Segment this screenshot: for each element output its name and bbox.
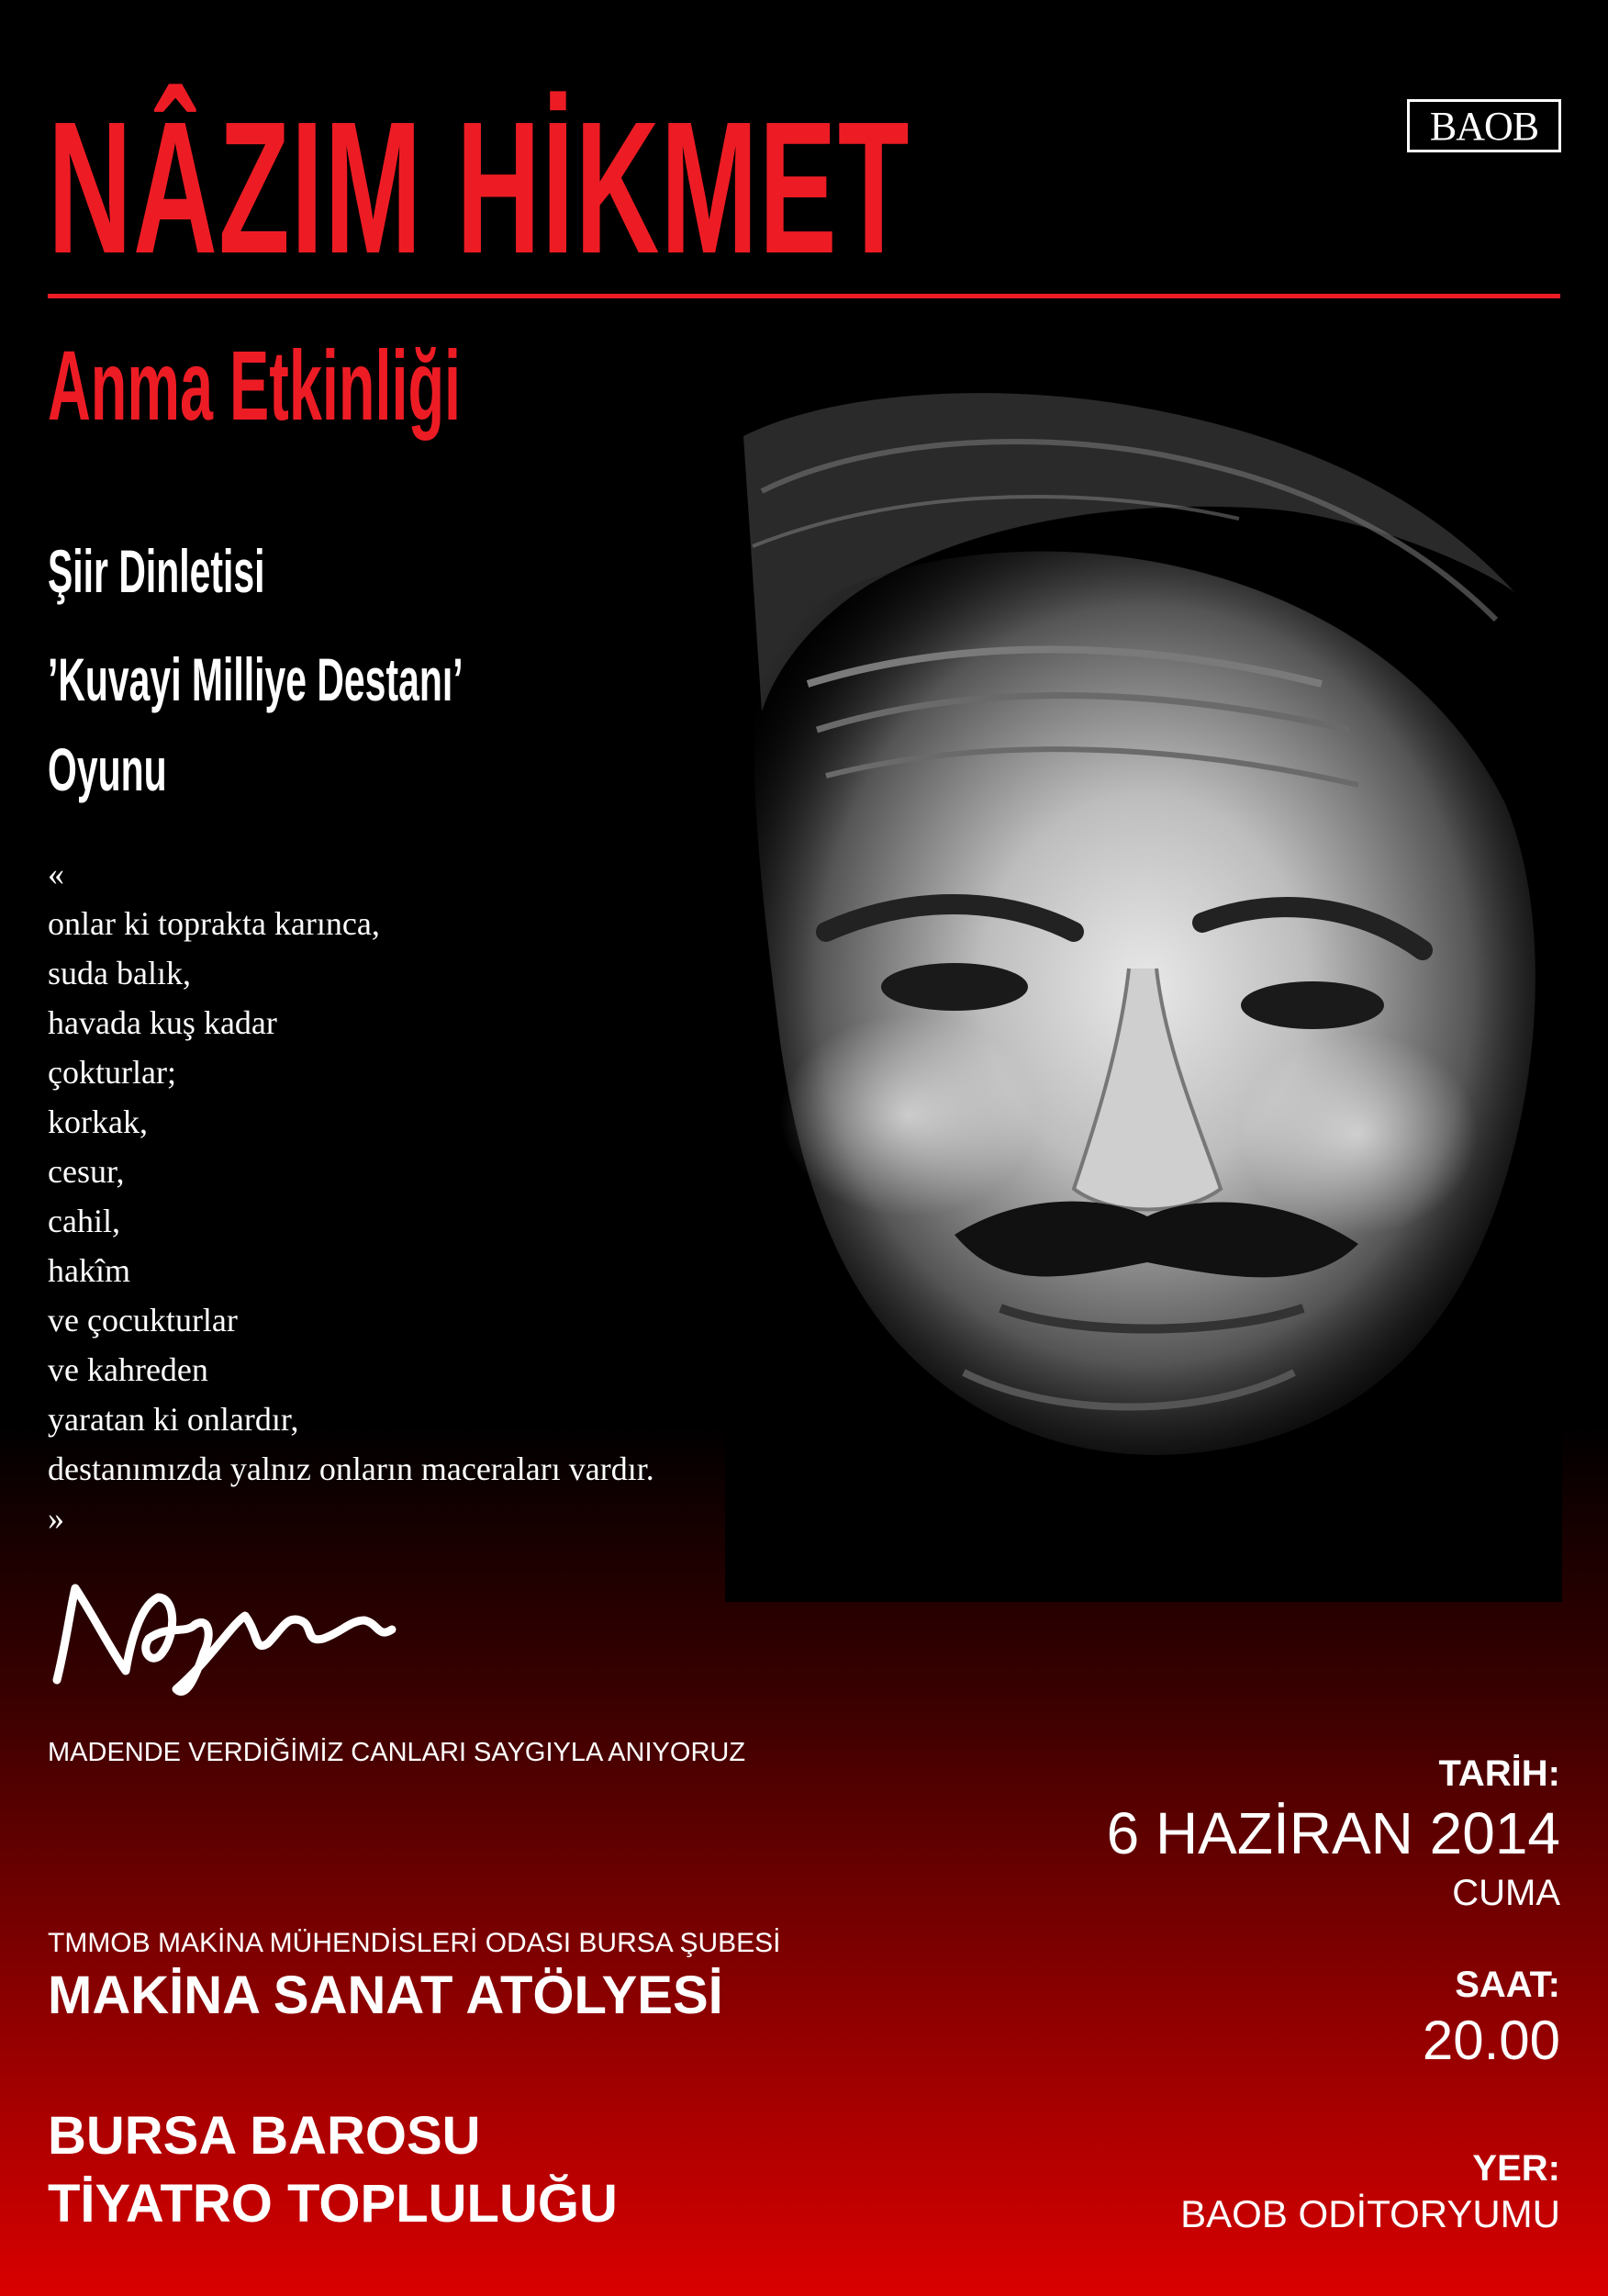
- poem-line: korkak,: [48, 1103, 148, 1140]
- event-day: CUMA: [1452, 1873, 1560, 1913]
- date-label: TARİH:: [1438, 1753, 1560, 1794]
- troupe-line: TİYATRO TOPLULUĞU: [48, 2174, 618, 2234]
- troupe-line: BURSA BAROSU: [48, 2106, 481, 2166]
- poem-open-quote: «: [48, 856, 64, 892]
- poem-line: çokturlar;: [48, 1054, 176, 1091]
- poem-line: destanımızda yalnız onların maceraları vardır.: [48, 1450, 654, 1487]
- portrait-photo: [725, 381, 1562, 1602]
- program-play-title: ’Kuvayi Milliye Destanı’: [48, 645, 463, 713]
- organizer-chamber: TMMOB MAKİNA MÜHENDİSLERİ ODASI BURSA ŞUBESİ: [48, 1928, 781, 1958]
- poem-line: ve kahreden: [48, 1351, 208, 1388]
- baob-logo: BAOB: [1407, 99, 1561, 152]
- event-venue: BAOB ODİTORYUMU: [1180, 2192, 1560, 2235]
- time-label: SAAT:: [1455, 1965, 1560, 2005]
- event-date: 6 HAZİRAN 2014: [1106, 1800, 1560, 1866]
- program-poetry-reading: Şiir Dinletisi: [48, 537, 265, 605]
- poem-line: havada kuş kadar: [48, 1004, 277, 1041]
- organizer-theatre-group: [48, 2102, 618, 2238]
- organizer-workshop: MAKİNA SANAT ATÖLYESİ: [48, 1966, 723, 2025]
- poster-title: NÂZIM HİKMET: [48, 83, 910, 293]
- title-divider: [48, 294, 1560, 298]
- poem-line: ve çocukturlar: [48, 1302, 238, 1338]
- poem-line: cahil,: [48, 1203, 120, 1239]
- poem-line: onlar ki toprakta karınca,: [48, 905, 380, 942]
- poster-subtitle: Anma Etkinliği: [48, 330, 462, 441]
- poem-close-quote: »: [48, 1500, 64, 1537]
- memorial-message: MADENDE VERDİĞİMİZ CANLARI SAYGIYLA ANIYORUZ: [48, 1738, 746, 1767]
- poem-line: hakîm: [48, 1252, 130, 1289]
- handwritten-signature: [48, 1551, 406, 1698]
- poem-line: suda balık,: [48, 955, 191, 991]
- poem-quote: [48, 849, 745, 1543]
- program-play-label: Oyunu: [48, 735, 167, 803]
- poem-line: cesur,: [48, 1153, 125, 1190]
- venue-label: YER:: [1472, 2148, 1560, 2189]
- event-time: 20.00: [1422, 2010, 1560, 2071]
- poem-line: yaratan ki onlardır,: [48, 1401, 299, 1438]
